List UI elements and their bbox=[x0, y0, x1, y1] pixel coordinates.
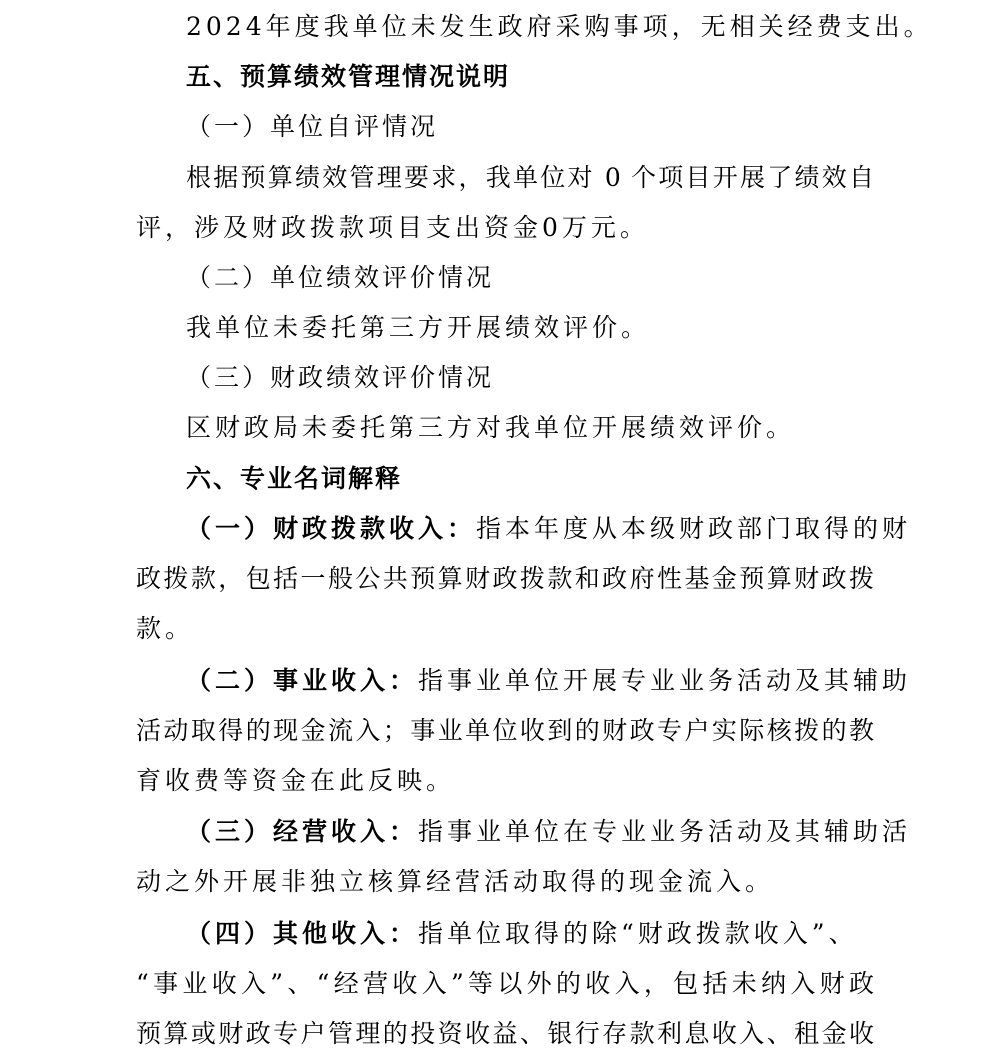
term-text: 指单位取得的除“财政拨款收入”、 bbox=[418, 919, 858, 948]
term-title: （二）事业收入： bbox=[186, 666, 419, 695]
paragraph-line: 育收费等资金在此反映。 bbox=[136, 766, 456, 795]
subheading-unit-evaluation: （二）单位绩效评价情况 bbox=[186, 263, 495, 292]
paragraph-line: “事业收入”、“经营收入”等以外的收入，包括未纳入财政 bbox=[136, 969, 874, 998]
paragraph-line: 预算或财政专户管理的投资收益、银行存款利息收入、租金收 bbox=[136, 1019, 874, 1048]
paragraph-line: 政拨款，包括一般公共预算财政拨款和政府性基金预算财政拨 bbox=[136, 564, 874, 593]
term-title: （三）经营收入： bbox=[186, 817, 419, 846]
paragraph-line: 活动取得的现金流入；事业单位收到的财政专户实际核拨的教 bbox=[136, 716, 874, 745]
paragraph-line: 动之外开展非独立核算经营活动取得的现金流入。 bbox=[136, 867, 775, 896]
term-line bbox=[186, 917, 858, 951]
paragraph-procurement: 2024年度我单位未发生政府采购事项，无相关经费支出。 bbox=[186, 12, 933, 41]
paragraph-line: 区财政局未委托第三方对我单位开展绩效评价。 bbox=[186, 413, 796, 442]
subheading-finance-evaluation: （三）财政绩效评价情况 bbox=[186, 363, 495, 392]
section-heading-6: 六、专业名词解释 bbox=[186, 464, 403, 493]
term-title: （一）财政拨款收入： bbox=[186, 514, 477, 543]
section-heading-5: 五、预算绩效管理情况说明 bbox=[186, 62, 511, 91]
term-line bbox=[186, 664, 911, 698]
paragraph-line: 我单位未委托第三方开展绩效评价。 bbox=[186, 313, 651, 342]
term-text: 指事业单位在专业业务活动及其辅助活 bbox=[418, 817, 912, 846]
subheading-self-evaluation: （一）单位自评情况 bbox=[186, 112, 439, 141]
term-text: 指事业单位开展专业业务活动及其辅助 bbox=[418, 666, 912, 695]
term-text: 指本年度从本级财政部门取得的财 bbox=[476, 514, 912, 543]
paragraph-line: 款。 bbox=[136, 614, 195, 643]
term-line bbox=[186, 815, 911, 849]
paragraph-line: 评，涉及财政拨款项目支出资金0万元。 bbox=[136, 213, 649, 242]
term-line bbox=[186, 512, 911, 546]
term-title: （四）其他收入： bbox=[186, 919, 419, 948]
paragraph-line: 根据预算绩效管理要求，我单位对 0 个项目开展了绩效自 bbox=[186, 163, 874, 192]
